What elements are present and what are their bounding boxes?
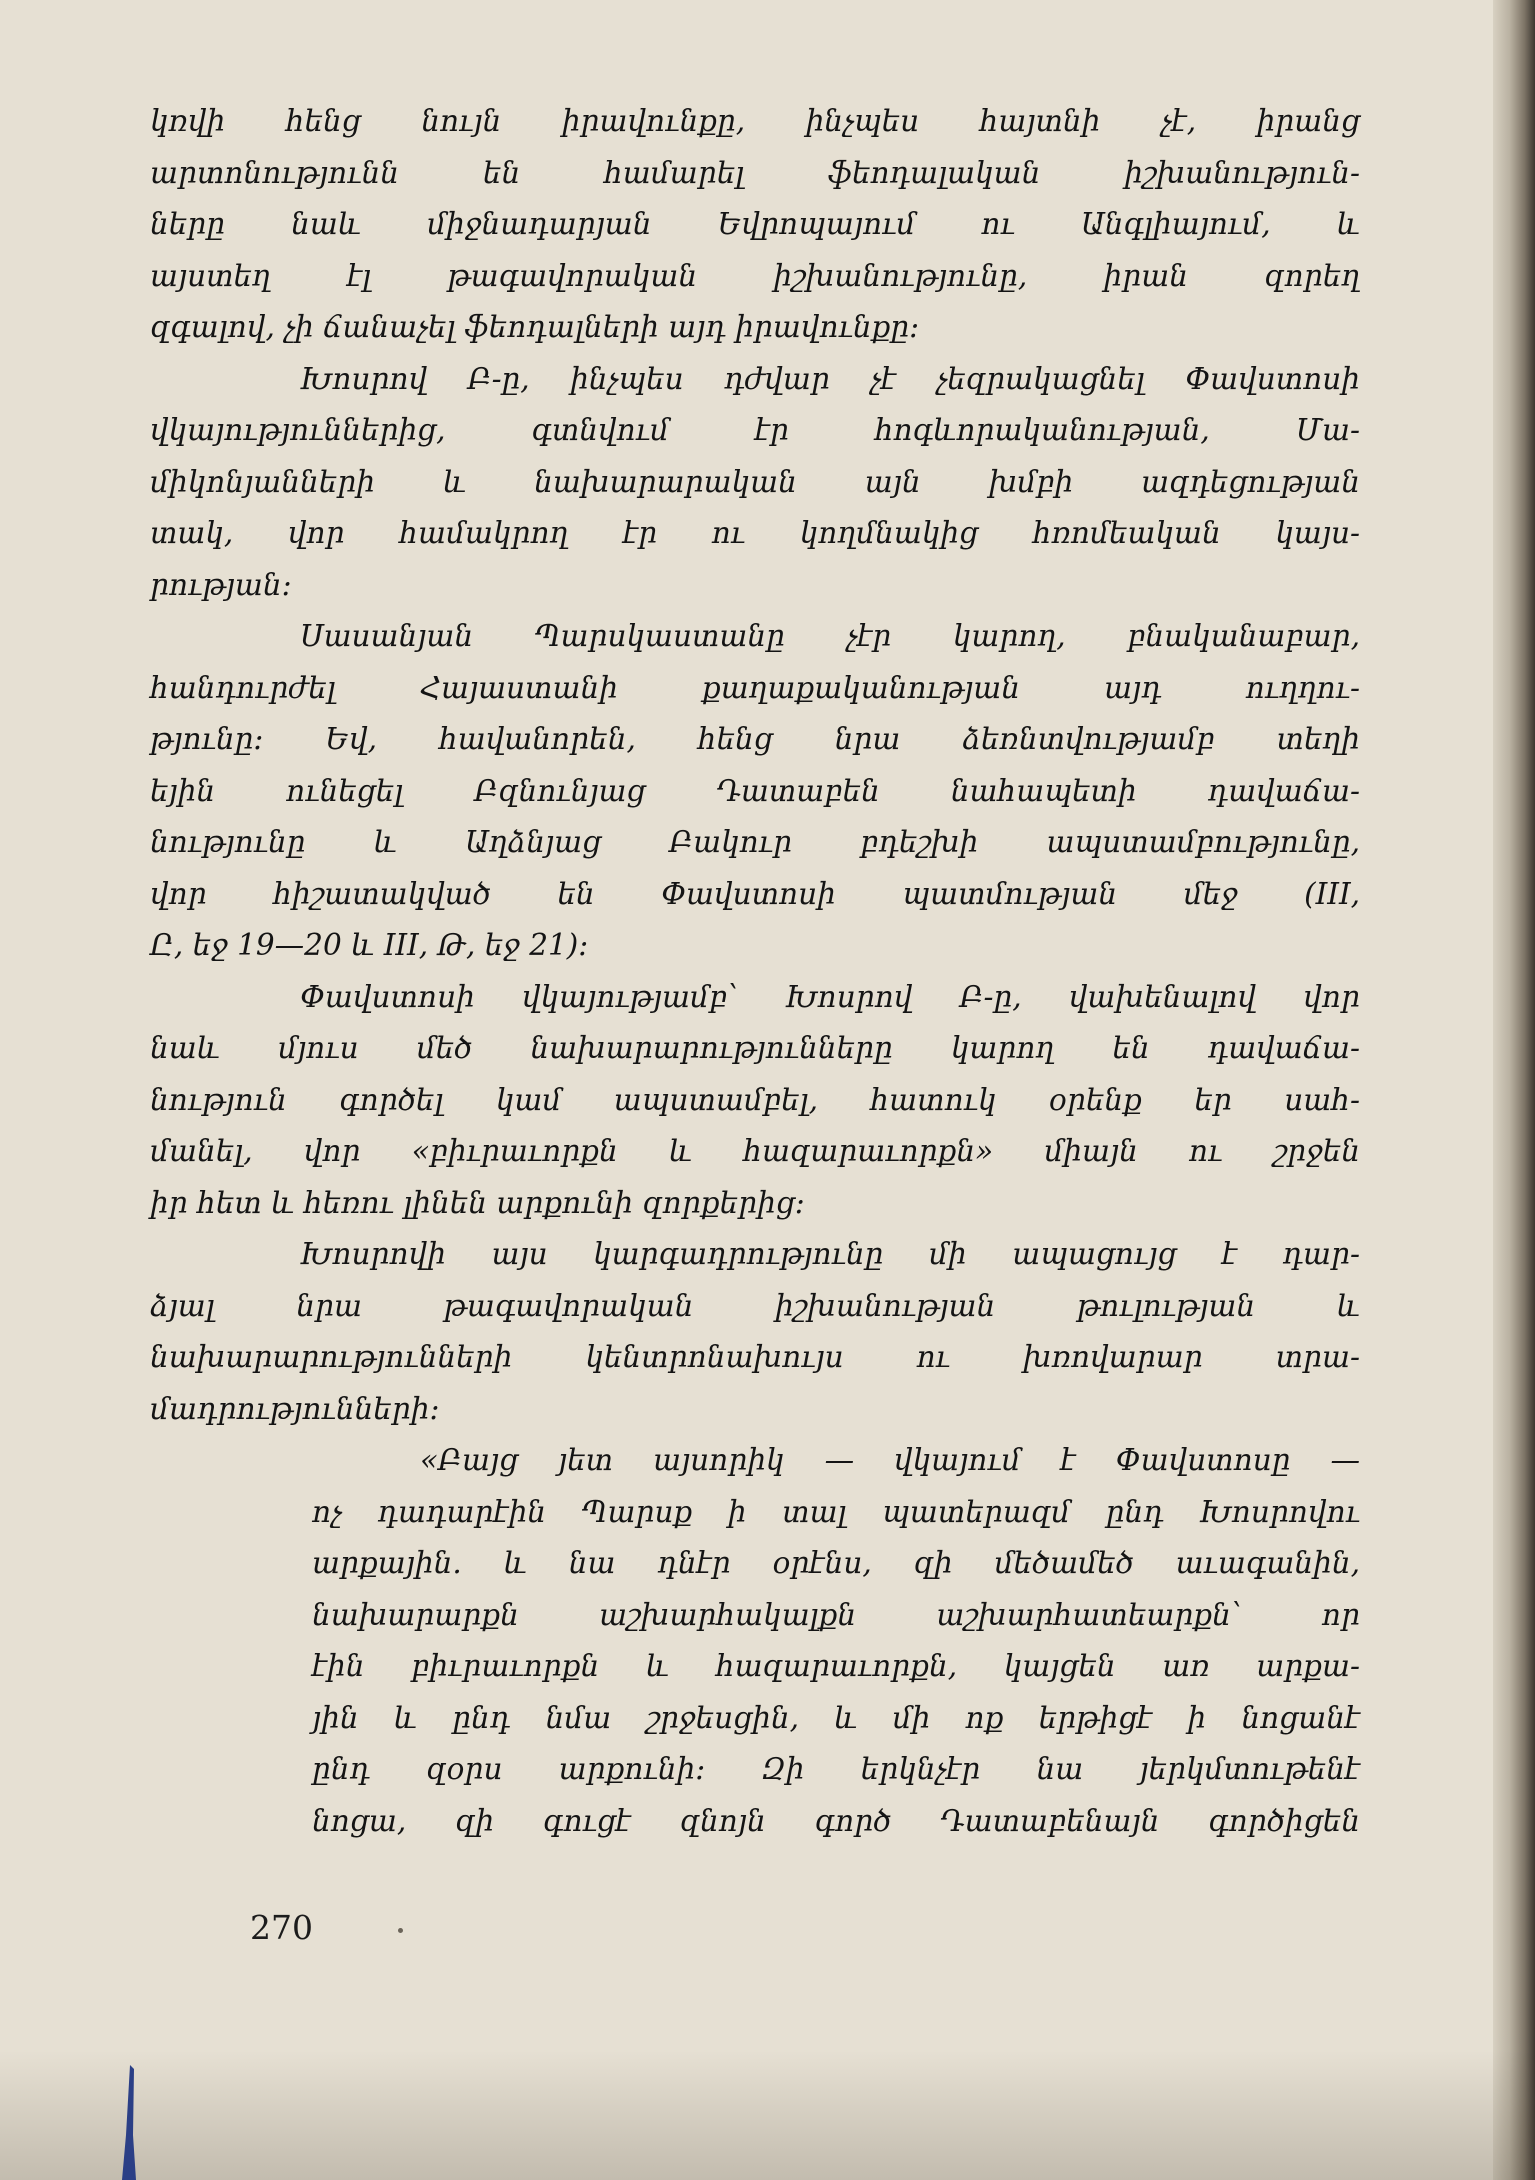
quote-line: նոցա, զի գուցէ զնոյն գործ Դատաբենայն գործիցեն (312, 1803, 1360, 1838)
text-line: զգալով, չի ճանաչել ֆեոդալների այդ իրավունքը։ (150, 310, 920, 344)
text-line: ձյալ նրա թագավորական իշխանության թուլության և (150, 1288, 1360, 1323)
text-line: արտոնությունն են համարել ֆեոդալական իշխանություն- (150, 155, 1360, 190)
text-line: վոր հիշատակված են Փավստոսի պատմության մեջ (III, (150, 876, 1360, 911)
text-line: հանդուրժել Հայաստանի քաղաքականության այդ ուղղու- (150, 670, 1360, 705)
text-line: տակ, վոր համակրող էր ու կողմնակից հռոմեական կայս- (150, 516, 1360, 550)
text-line: այստեղ էլ թագավորական իշխանությունը, իրան զորեղ (150, 258, 1360, 293)
quote-line: էին բիւրաւորքն և հազարաւորքն, կայցեն առ արքա- (312, 1649, 1360, 1683)
paragraph (150, 354, 1360, 612)
text-line: ները նաև միջնադարյան Եվրոպայում ու Անգլիայում, և (150, 207, 1360, 241)
quote-line: ընդ զօրս արքունի։ Զի երկնչէր նա յերկմտութենէ (312, 1752, 1360, 1786)
page-shadow (0, 2050, 1535, 2180)
ink-speck (398, 1928, 403, 1933)
block-quote (312, 1435, 1360, 1847)
paragraph (150, 972, 1360, 1230)
quote-line: նախարարքն աշխարհակալքն աշխարհատեարքն՝ որ (312, 1597, 1360, 1632)
text-line: եյին ունեցել Բզնունյաց Դատաբեն նահապետի դավաճա- (150, 773, 1360, 808)
body-text (150, 96, 1360, 1847)
text-line: Խոսրովի այս կարգադրությունը մի ապացույց է դար- (300, 1237, 1360, 1271)
text-line: մադրությունների։ (150, 1391, 440, 1426)
text-line: նաև մյուս մեծ նախարարությունները կարող են դավաճա- (150, 1031, 1360, 1065)
book-spine (1493, 0, 1535, 2180)
quote-line: արքային. և նա դնէր օրէնս, զի մեծամեծ աւագանին, (312, 1546, 1360, 1580)
text-line: իր հետ և հեռու լինեն արքունի զորքերից։ (150, 1185, 805, 1220)
quote-line: յին և ընդ նմա շրջեսցին, և մի ոք երթիցէ ի նոցանէ (312, 1700, 1360, 1735)
text-line: րության։ (150, 567, 292, 602)
text-line: Սասանյան Պարսկաստանը չէր կարող, բնականաբար, (300, 619, 1360, 653)
text-line: վկայություններից, գտնվում էր հոգևորականության, Մա- (150, 413, 1360, 447)
text-line: թյունը։ Եվ, հավանորեն, հենց նրա ձեռնտվությամբ տեղի (150, 722, 1360, 756)
quote-line: «Բայց յետ այսորիկ — վկայում է Փավստոսը — (420, 1443, 1360, 1477)
text-line: Խոսրով Բ-ը, ինչպես դժվար չէ չեզրակացնել Փավստոսի (300, 361, 1360, 396)
paragraph (150, 96, 1360, 354)
text-line: նախարարությունների կենտրոնախույս ու խռովարար տրա- (150, 1340, 1360, 1374)
text-line: նություն գործել կամ ապստամբել, հատուկ օրենք եր սահ- (150, 1082, 1360, 1117)
page-number: 270 (250, 1908, 313, 1947)
text-line: Փավստոսի վկայությամբ՝ Խոսրով Բ-ը, վախենալով վոր (300, 979, 1360, 1014)
text-line: Ը, եջ 19—20 և III, Թ, եջ 21)։ (150, 928, 589, 962)
text-line: նությունը և Աղձնյաց Բակուր բդեշխի ապստամբությունը, (150, 825, 1360, 859)
text-line: միկոնյանների և նախարարական այն խմբի ազդեցության (150, 464, 1360, 499)
text-line: մանել, վոր «բիւրաւորքն և հազարաւորքն» միայն ու շրջեն (150, 1134, 1360, 1168)
paragraph (150, 611, 1360, 972)
quote-line: ոչ դադարէին Պարսք ի տալ պատերազմ ընդ Խոսրովու (312, 1494, 1360, 1529)
pen-mark-icon (118, 2065, 138, 2180)
text-line: կռվի հենց նույն իրավունքը, ինչպես հայտնի չէ, իրանց (150, 104, 1360, 138)
paragraph (150, 1229, 1360, 1435)
